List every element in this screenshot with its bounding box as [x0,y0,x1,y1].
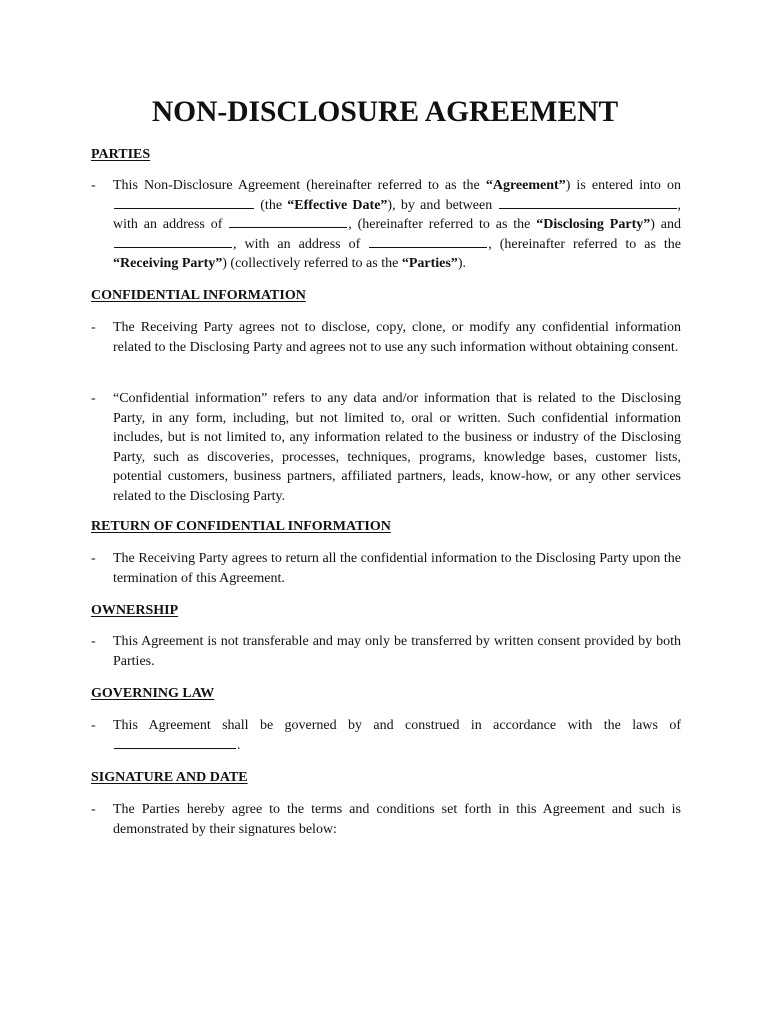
confidential-paragraph-2: “Confidential information” refers to any data and/or information that is related to the Disclosing Party, in any form, including, but not limited to, oral or written. Such confidential information includes, but is not limited to, any information related to the business or industry of the Disclosing Party, such as discoveries, processes, techniques, programs, knowledge bases, customer lists, potential customers, business partners, affiliated partners, leads, know-how, or any other services related to the Disclosing Party. [113,391,681,504]
disclosing-party-address-blank[interactable] [229,215,347,228]
bullet-dash: - [91,551,96,566]
receiving-party-address-blank[interactable] [369,235,487,248]
list-item-confidential-2 [91,389,681,506]
section-heading-signature-and-date: SIGNATURE AND DATE [91,770,248,785]
list-item-parties [91,176,681,274]
confidential-paragraph-1: The Receiving Party agrees not to disclose, copy, clone, or modify any confidential information related to the Disclosing Party and agrees not to use any such information without obtaining consent. [113,320,681,355]
bullet-dash: - [91,802,96,817]
section-heading-ownership: OWNERSHIP [91,603,179,618]
return-paragraph: The Receiving Party agrees to return all the confidential information to the Disclosing Party upon the termination of this Agreement. [113,551,681,586]
receiving-party-name-blank[interactable] [114,235,232,248]
governing-law-jurisdiction-blank[interactable] [114,736,236,749]
section-heading-governing-law: GOVERNING LAW [91,686,215,701]
document-title: NON-DISCLOSURE AGREEMENT [151,96,619,128]
list-item-signature [91,800,681,839]
list-item-confidential-1 [91,318,681,357]
section-heading-parties: PARTIES [91,147,151,162]
bullet-dash: - [91,178,96,193]
ownership-paragraph: This Agreement is not transferable and may only be transferred by written consent provided by both Parties. [113,634,681,669]
governing-law-paragraph: This Agreement shall be governed by and construed in accordance with the laws of . [113,718,681,753]
section-heading-confidential-information: CONFIDENTIAL INFORMATION [91,288,306,303]
section-heading-return-of-confidential-information: RETURN OF CONFIDENTIAL INFORMATION [91,519,391,534]
bullet-dash: - [91,634,96,649]
bullet-dash: - [91,320,96,335]
disclosing-party-name-blank[interactable] [499,196,677,209]
effective-date-blank[interactable] [114,196,254,209]
list-item-ownership [91,632,681,671]
signature-paragraph: The Parties hereby agree to the terms and conditions set forth in this Agreement and such is demonstrated by their signatures below: [113,802,681,837]
parties-paragraph: This Non-Disclosure Agreement (hereinafter referred to as the “Agreement”) is entered into on (the “Effective Date”), by and between , with an address of , (hereinafter referred to as the “Disclosing Party”) and , with an address of , (hereinafter referred to as the “Receiving Party”) (collectively referred to as the “Parties”). [113,178,681,271]
bullet-dash: - [91,718,96,733]
list-item-return [91,549,681,588]
bullet-dash: - [91,391,96,406]
list-item-governing-law [91,716,681,755]
